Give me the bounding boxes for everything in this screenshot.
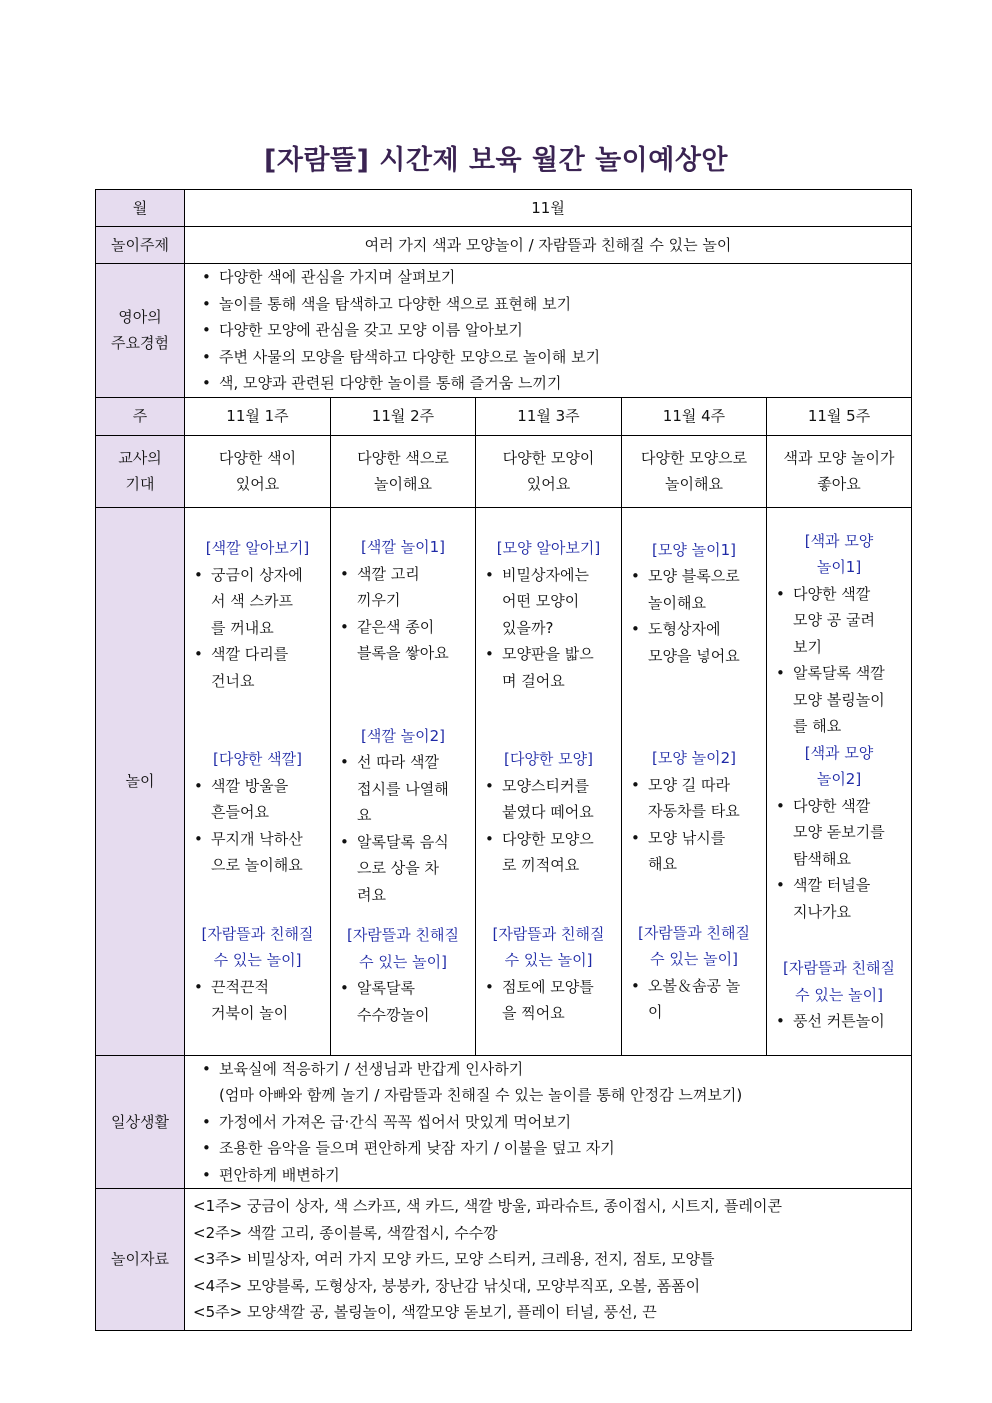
play-bullet: • 모양판을 밟으 며 걸어요 [480,641,617,694]
experience-item: • 다양한 모양에 관심을 갖고 모양 이름 알아보기 [193,317,905,344]
materials-item: <1주> 궁금이 상자, 색 스카프, 색 카드, 색깔 방울, 파라슈트, 종이접시, 시트지, 플레이콘 [193,1197,782,1216]
play-heading: [모양 알아보기] [496,539,601,558]
experience-row [96,264,912,398]
play-heading: [색깔 놀이2] [361,726,445,745]
play-bullet: • 다양한 색깔 모양 돋보기를 탐색해요 [771,793,907,873]
play-bullet: • 모양 낚시를 해요 [626,825,762,878]
expectation-label-line2: 기대 [125,475,155,493]
materials-list [185,1189,912,1331]
week-3-header: 11월 3주 [476,397,622,435]
theme-value: 여러 가지 색과 모양놀이 / 자람뜰과 친해질 수 있는 놀이 [185,227,912,264]
play-bullet: • 선 따라 색깔 접시를 나열해 요 [335,749,471,829]
play-bullet: • 모양스티커를 붙였다 떼어요 [480,773,617,826]
play-bullet: • 오볼＆솜공 놀 이 [626,973,762,1026]
play-bullet: • 무지개 낙하산 으로 놀이해요 [189,826,326,879]
week-2-header: 11월 2주 [331,397,476,435]
month-label: 월 [96,190,185,227]
play-block [335,723,471,909]
expectation-line: 다양한 모양으로 [640,448,748,467]
play-block [771,740,907,926]
play-bullet: • 알록달록 수수깡놀이 [335,975,471,1028]
play-heading: [자람뜰과 친해질 수 있는 놀이] [637,923,751,968]
play-bullet: • 궁금이 상자에 서 색 스카프 를 꺼내요 [189,562,326,642]
experience-item: • 다양한 색에 관심을 가지며 살펴보기 [193,264,905,291]
play-block [480,535,617,694]
expectation-label-line1: 교사의 [118,448,162,467]
experience-item: • 색, 모양과 관련된 다양한 놀이를 통해 즐거움 느끼기 [193,370,905,397]
play-heading: [자람뜰과 친해질 수 있는 놀이] [782,959,896,1004]
play-heading: [자람뜰과 친해질 수 있는 놀이] [492,924,605,970]
play-block [335,922,471,1028]
expectation-label [96,435,185,507]
theme-label: 놀이주제 [96,227,185,264]
play-bullet: • 다양한 색깔 모양 공 굴려 보기 [771,581,907,661]
expectation-line: 있어요 [526,475,571,493]
expectation-week-3 [476,435,622,507]
expectation-line: 있어요 [235,475,280,493]
expectation-line: 색과 모양 놀이가 [783,448,895,467]
play-block [335,534,471,667]
expectation-line: 놀이해요 [665,475,723,493]
expectation-row [96,435,912,507]
play-bullet: • 점토에 모양틀 을 찍어요 [480,974,617,1027]
expectation-line: 다양한 색으로 [357,448,449,467]
play-block [189,921,326,1027]
expectation-week-2 [331,435,476,507]
play-bullet: • 같은색 종이 블록을 쌓아요 [335,614,471,667]
play-block [480,746,617,879]
play-heading: [색과 모양 놀이2] [804,743,874,788]
play-bullet: • 비밀상자에는 어떤 모양이 있을까? [480,562,617,642]
play-week-5 [767,507,912,1055]
week-4-header: 11월 4주 [622,397,767,435]
experience-label [96,264,185,398]
weeks-label: 주 [96,397,185,435]
materials-row [96,1189,912,1331]
expectation-line: 좋아요 [817,475,861,493]
month-value: 11월 [185,190,912,227]
materials-item: <3주> 비밀상자, 여러 가지 모양 카드, 모양 스티커, 크레용, 전지, 점토, 모양틀 [193,1250,715,1269]
daily-row [96,1055,912,1189]
play-bullet: • 알록달록 색깔 모양 볼링놀이 를 해요 [771,660,907,740]
play-heading: [모양 놀이2] [652,749,736,767]
experience-list [185,264,912,398]
materials-item: <4주> 모양블록, 도형상자, 붕붕카, 장난감 낚싯대, 모양부직포, 오볼, 폼폼이 [193,1276,701,1295]
daily-item: • 조용한 음악을 들으며 편안하게 낮잠 자기 / 이불을 덮고 자기 [193,1135,905,1162]
play-heading: [자람뜰과 친해질 수 있는 놀이] [201,924,314,970]
play-bullet: • 색깔 고리 끼우기 [335,561,471,614]
play-heading: [색깔 알아보기] [205,539,310,558]
play-block [189,746,326,879]
play-bullet: • 모양 블록으로 놀이해요 [626,563,762,616]
materials-label: 놀이자료 [96,1189,185,1331]
play-heading: [다양한 모양] [504,750,593,769]
play-block [189,535,326,694]
month-row [96,190,912,227]
daily-item: • 편안하게 배변하기 [193,1162,905,1189]
play-bullet: • 끈적끈적 거북이 놀이 [189,974,326,1027]
materials-item: <2주> 색깔 고리, 종이블록, 색깔접시, 수수깡 [193,1223,498,1242]
play-week-3 [476,507,622,1055]
play-label: 놀이 [96,507,185,1055]
play-heading: [색과 모양 놀이1] [804,531,874,576]
experience-label-line2: 주요경험 [111,334,169,353]
page-title: [자람뜰] 시간제 보육 월간 놀이예상안 [263,145,728,176]
play-block [771,528,907,740]
play-block [626,537,762,670]
play-bullet: • 색깔 다리를 건너요 [189,641,326,694]
play-heading: [다양한 색깔] [213,750,302,769]
expectation-week-5 [767,435,912,507]
weeks-row [96,397,912,435]
expectation-line: 놀이해요 [374,475,432,493]
play-bullet: • 색깔 방울을 흔들어요 [189,773,326,826]
expectation-week-4 [622,435,767,507]
experience-item: • 주변 사물의 모양을 탐색하고 다양한 모양으로 놀이해 보기 [193,344,905,371]
experience-item: • 놀이를 통해 색을 탐색하고 다양한 색으로 표현해 보기 [193,291,905,318]
play-bullet: • 도형상자에 모양을 넣어요 [626,616,762,669]
week-1-header: 11월 1주 [185,397,331,435]
daily-list [185,1055,912,1189]
plan-table [95,189,912,1331]
daily-item: • 가정에서 가져온 급·간식 꼭꼭 씹어서 맛있게 먹어보기 [193,1109,905,1136]
expectation-line: 다양한 모양이 [502,448,595,467]
daily-label: 일상생활 [96,1055,185,1189]
play-bullet: • 알록달록 음식 으로 상을 차 려요 [335,829,471,909]
play-block [771,955,907,1035]
daily-item: • 보육실에 적응하기 / 선생님과 반갑게 인사하기 (엄마 아빠와 함께 놀기 / 자람뜰과 친해질 수 있는 놀이를 통해 안정감 느껴보기) [193,1056,905,1109]
play-block [626,745,762,878]
play-week-2 [331,507,476,1055]
play-week-4 [622,507,767,1055]
play-block [626,920,762,1026]
play-bullet: • 다양한 모양으 로 끼적여요 [480,826,617,879]
expectation-line: 다양한 색이 [218,448,297,467]
theme-row [96,227,912,264]
play-bullet: • 풍선 커튼놀이 [771,1008,907,1035]
week-5-header: 11월 5주 [767,397,912,435]
play-heading: [색깔 놀이1] [361,538,445,556]
play-block [480,921,617,1027]
play-heading: [자람뜰과 친해질 수 있는 놀이] [346,926,460,971]
play-bullet: • 모양 길 따라 자동차를 타요 [626,772,762,825]
play-week-1 [185,507,331,1055]
play-row [96,507,912,1055]
experience-label-line1: 영아의 [118,307,162,326]
play-heading: [모양 놀이1] [652,540,736,559]
materials-item: <5주> 모양색깔 공, 볼링놀이, 색깔모양 돋보기, 플레이 터널, 풍선, 끈 [193,1303,657,1322]
play-bullet: • 색깔 터널을 지나가요 [771,872,907,925]
expectation-week-1 [185,435,331,507]
